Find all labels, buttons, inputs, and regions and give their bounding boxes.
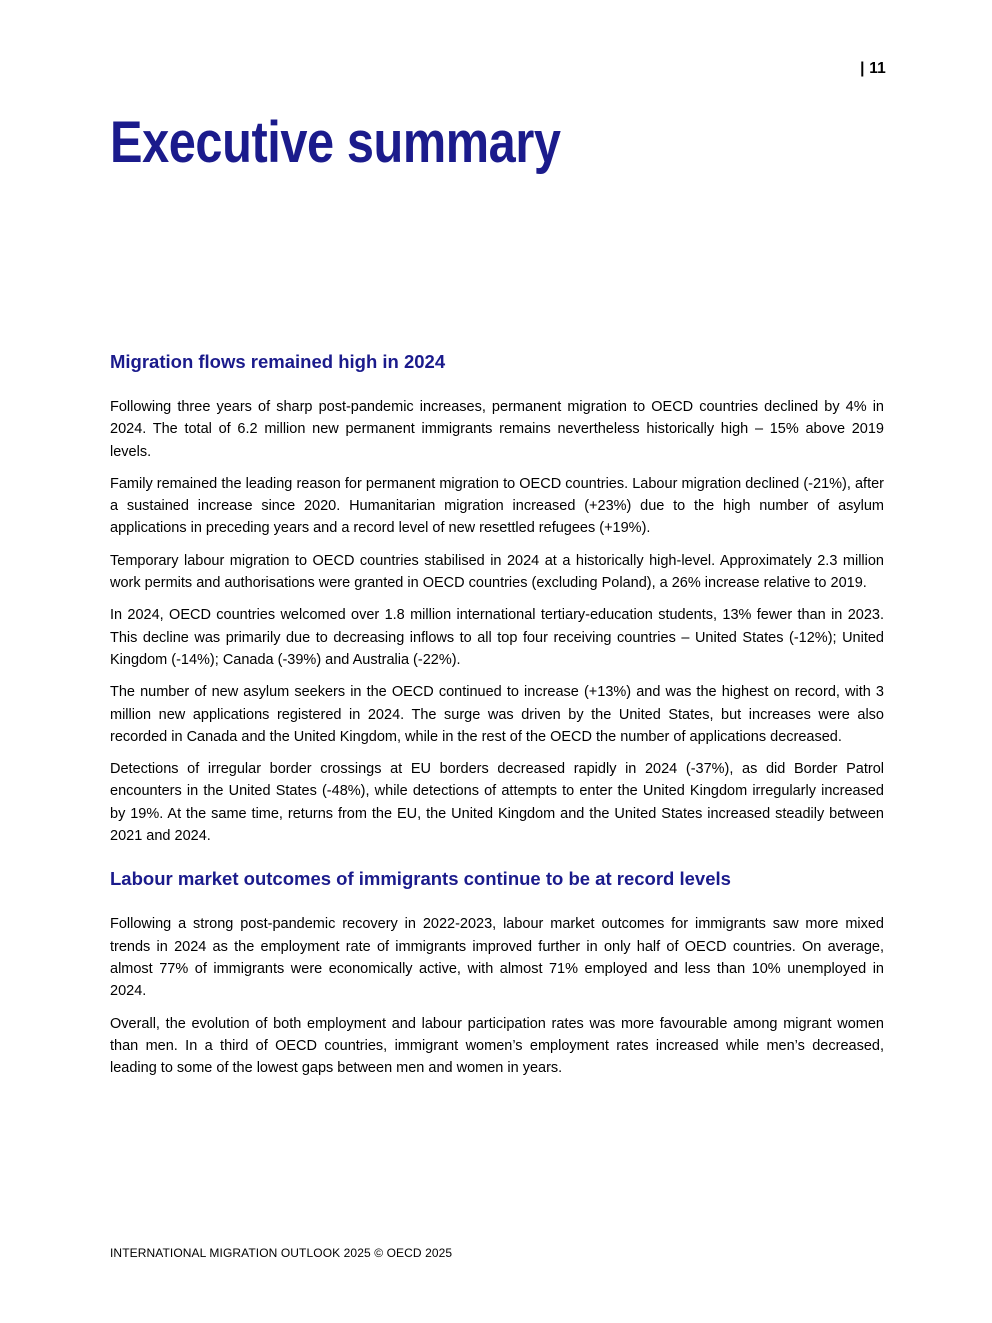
paragraph: Temporary labour migration to OECD countries stabilised in 2024 at a historically high-level. Approximately 2.3 million work permits and authorisations were granted in OECD countries (excluding Poland), a 26% increase relative to 2019. bbox=[110, 552, 884, 592]
page-number: | 11 bbox=[860, 60, 886, 77]
paragraph: Overall, the evolution of both employment and labour participation rates was more favourable among migrant women than men. In a third of OECD countries, immigrant women’s employment rates increased while men’s decreased, leading to some of the lowest gaps between men and women in years. bbox=[110, 1015, 884, 1077]
paragraph: Following a strong post-pandemic recovery in 2022-2023, labour market outcomes for immigrants saw more mixed trends in 2024 as the employment rate of immigrants improved further in only half of OECD countries. On average, almost 77% of immigrants were economically active, with almost 71% employed and less than 10% unemployed in 2024. bbox=[110, 916, 884, 1000]
section-heading: Migration flows remained high in 2024 bbox=[110, 351, 446, 372]
section-migration-flows bbox=[110, 350, 884, 847]
paragraph: The number of new asylum seekers in the OECD continued to increase (+13%) and was the highest on record, with 3 million new applications registered in 2024. The surge was driven by the United States, but increases were also recorded in Canada and the United Kingdom, while in the rest of the OECD the number of applications decreased. bbox=[110, 684, 884, 745]
document-title: Executive summary bbox=[110, 110, 561, 175]
paragraph: In 2024, OECD countries welcomed over 1.8 million international tertiary-education students, 13% fewer than in 2023. This decline was primarily due to decreasing inflows to all top four receiving countries – United States (-12%); United Kingdom (-14%); Canada (-39%) and Australia (-22%). bbox=[110, 607, 884, 668]
section-labour-market bbox=[110, 867, 884, 1079]
paragraph: Detections of irregular border crossings at EU borders decreased rapidly in 2024 (-37%), as did Border Patrol encounters in the United States (-48%), while detections of attempts to enter the United Kingdom irregularly increased by 19%. At the same time, returns from the EU, the United Kingdom and the United States increased steadily between 2021 and 2024. bbox=[110, 761, 884, 845]
paragraph: Following three years of sharp post-pandemic increases, permanent migration to OECD countries declined by 4% in 2024. The total of 6.2 million new permanent immigrants remains nevertheless historically high – 15% above 2019 levels. bbox=[110, 399, 884, 460]
section-heading: Labour market outcomes of immigrants continue to be at record levels bbox=[110, 868, 731, 890]
page-content bbox=[0, 110, 992, 1079]
footer-text: INTERNATIONAL MIGRATION OUTLOOK 2025 © OECD 2025 bbox=[110, 1246, 453, 1260]
paragraph: Family remained the leading reason for permanent migration to OECD countries. Labour migration declined (-21%), after a sustained increase since 2020. Humanitarian migration increased (+23%) due to the high number of asylum applications in preceding years and a record level of new resettled refugees (+19%). bbox=[110, 475, 884, 537]
